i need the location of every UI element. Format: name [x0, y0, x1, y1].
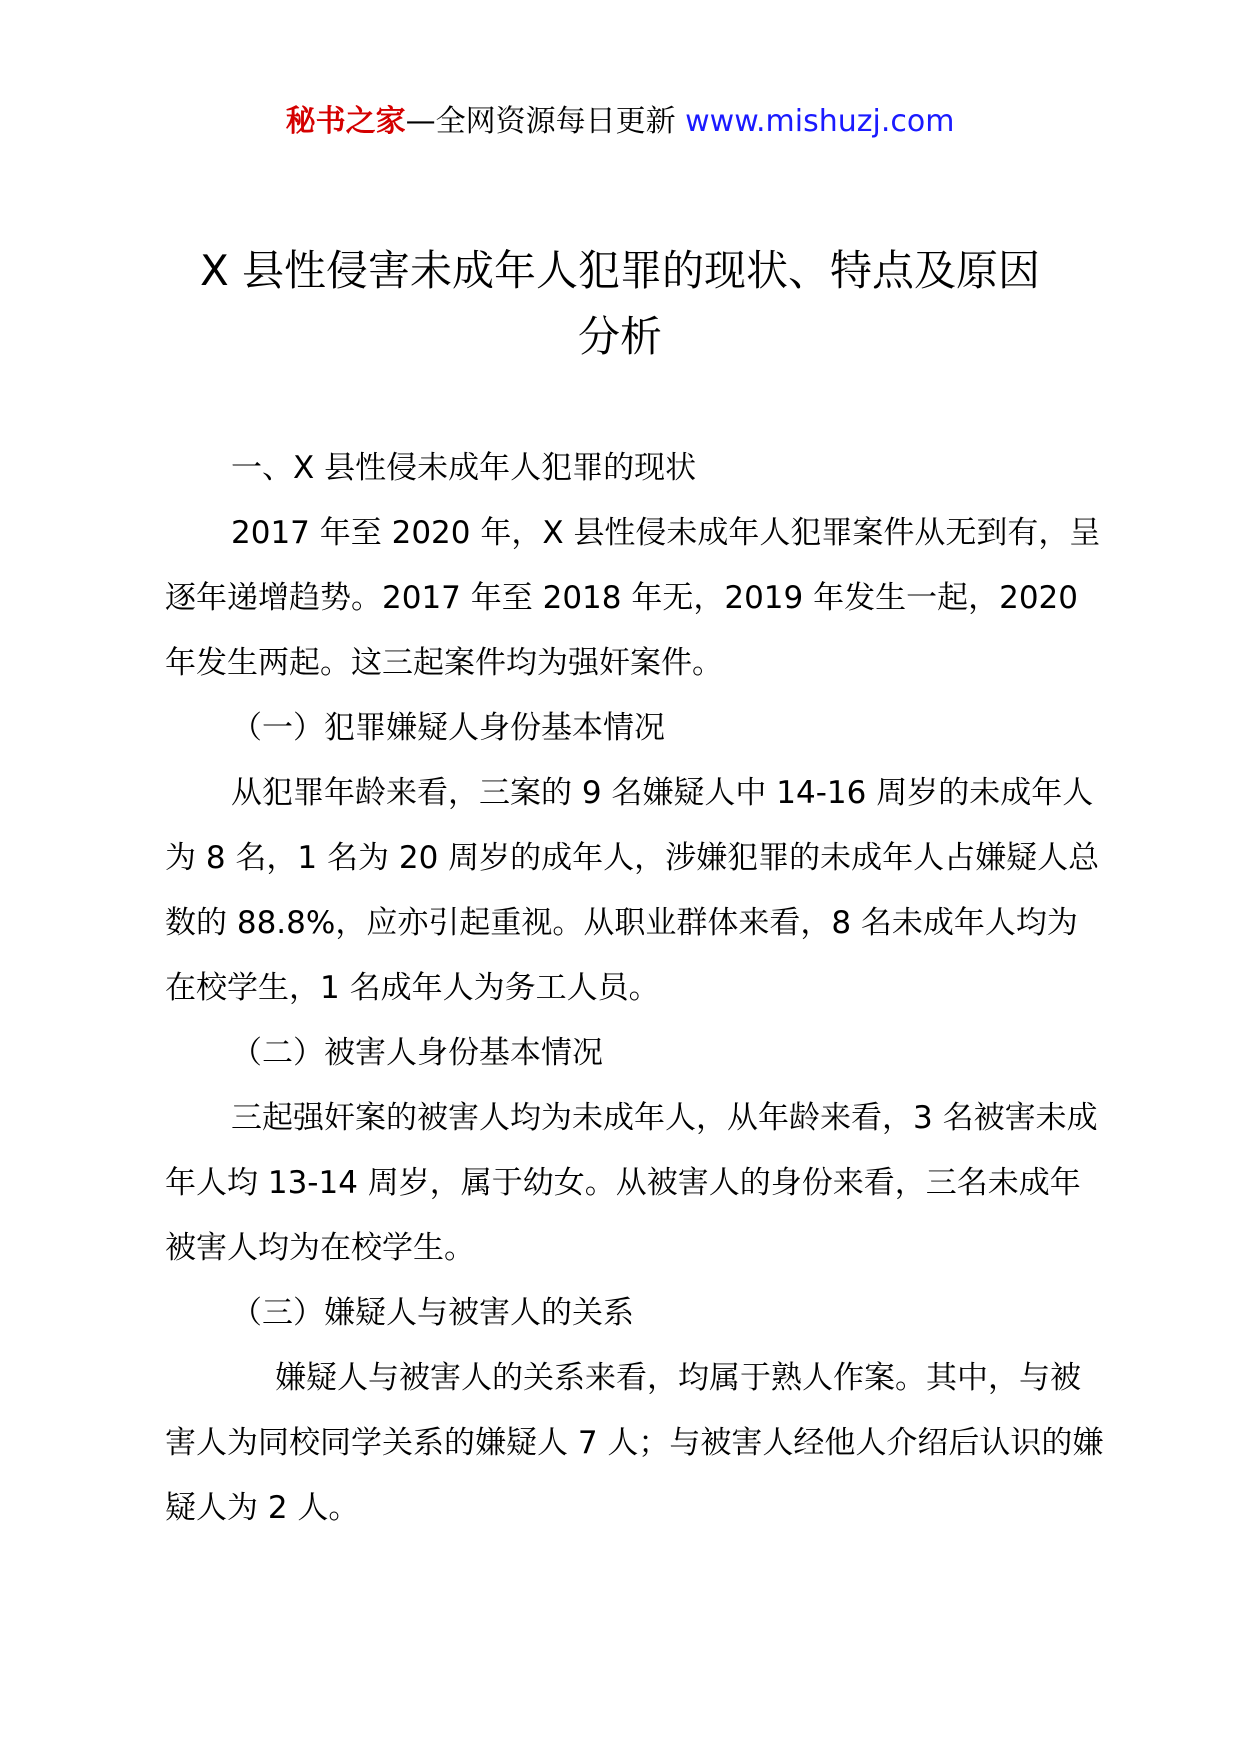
paragraph-2: 从犯罪年龄来看，三案的 9 名嫌疑人中 14-16 周岁的未成年人为 8 名，1 名为 20 周岁的成年人，涉嫌犯罪的未成年人占嫌疑人总数的 88.8%，应亦引起重视。从职业群体来看，8 名未成年人均为在校学生，1 名成年人为务工人员。	[165, 775, 1100, 1006]
subsection-heading-3: （三）嫌疑人与被害人的关系	[231, 1295, 634, 1331]
header-tagline: —全网资源每日更新	[405, 104, 686, 139]
subsection-heading-2: （二）被害人身份基本情况	[231, 1035, 603, 1071]
brand-name: 秘书之家	[285, 104, 406, 139]
paragraph-3: 三起强奸案的被害人均为未成年人，从年龄来看，3 名被害未成年人均 13-14 周岁，属于幼女。从被害人的身份来看，三名未成年被害人均为在校学生。	[165, 1100, 1098, 1266]
paragraph-1: 2017 年至 2020 年，X 县性侵未成年人犯罪案件从无到有，呈逐年递增趋势。2017 年至 2018 年无，2019 年发生一起，2020 年发生两起。这三起案件均为强奸案件。	[165, 515, 1101, 681]
page-header	[0, 102, 1240, 142]
title-line-2: 分析	[577, 312, 662, 361]
paragraph-4: 嫌疑人与被害人的关系来看，均属于熟人作案。其中，与被害人为同校同学关系的嫌疑人 7 人；与被害人经他人介绍后认识的嫌疑人为 2 人。	[165, 1360, 1104, 1526]
title-line-1: X 县性侵害未成年人犯罪的现状、特点及原因	[199, 246, 1041, 295]
section-heading-1: 一、X 县性侵未成年人犯罪的现状	[231, 450, 697, 486]
document-title	[140, 238, 1100, 370]
header-url-link[interactable]: www.mishuzj.com	[685, 104, 955, 139]
subsection-heading-1: （一）犯罪嫌疑人身份基本情况	[231, 710, 665, 746]
document-body	[165, 436, 1105, 1541]
